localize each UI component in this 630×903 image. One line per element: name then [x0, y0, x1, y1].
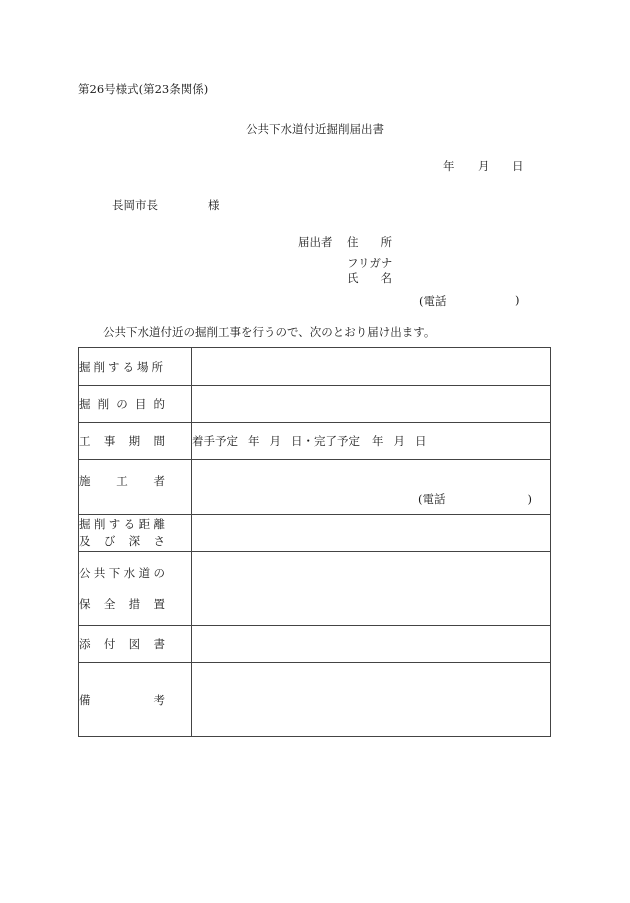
table-row-protection: [79, 552, 551, 626]
table-row-purpose: [79, 386, 551, 423]
form-number: 第26号様式(第23条関係): [78, 82, 209, 96]
date-day-label: 日: [512, 159, 524, 173]
table-row-remarks: [79, 663, 551, 737]
period-field[interactable]: 着手予定 年 月 日・完了予定 年 月 日: [192, 423, 551, 460]
address-label: 住所: [347, 235, 414, 249]
contractor-label: 施 工 者: [79, 460, 192, 515]
notification-table: [78, 347, 551, 737]
protection-field[interactable]: [192, 552, 551, 626]
date-year-label: 年: [443, 159, 455, 173]
addressee: 長岡市長: [112, 198, 158, 212]
period-label: 工 事 期 間: [79, 423, 192, 460]
attachments-label: 添 付 図 書: [79, 626, 192, 663]
table-row-attachments: [79, 626, 551, 663]
distance-depth-label: 掘 削 す る 距 離 及 び 深 さ: [79, 515, 192, 552]
contractor-field[interactable]: [192, 460, 551, 515]
attachments-field[interactable]: [192, 626, 551, 663]
purpose-field[interactable]: [192, 386, 551, 423]
notifier-label: 届出者: [298, 235, 333, 249]
location-field[interactable]: [192, 348, 551, 386]
intro-text: 公共下水道付近の掘削工事を行うので、次のとおり届け出ます。: [103, 325, 436, 339]
furigana-label: フリガナ: [347, 256, 393, 270]
document-title: 公共下水道付近掘削届出書: [246, 122, 384, 136]
table-row-period: [79, 423, 551, 460]
purpose-label: 掘 削 の 目 的: [79, 386, 192, 423]
date-month-label: 月: [478, 159, 490, 173]
phone-label-open: (電話: [419, 294, 447, 308]
table-row-location: [79, 348, 551, 386]
contractor-phone: (電話 ): [418, 492, 532, 506]
phone-label-close: ): [515, 293, 520, 307]
location-label: 掘削する場所: [79, 348, 192, 386]
table-row-contractor: [79, 460, 551, 515]
table-row-distance: [79, 515, 551, 552]
remarks-label: 備 考: [79, 663, 192, 737]
protection-label: 公 共 下 水 道 の 保 全 措 置: [79, 552, 192, 626]
distance-depth-field[interactable]: [192, 515, 551, 552]
remarks-field[interactable]: [192, 663, 551, 737]
name-label: 氏名: [347, 271, 414, 285]
addressee-honorific: 様: [208, 198, 220, 212]
